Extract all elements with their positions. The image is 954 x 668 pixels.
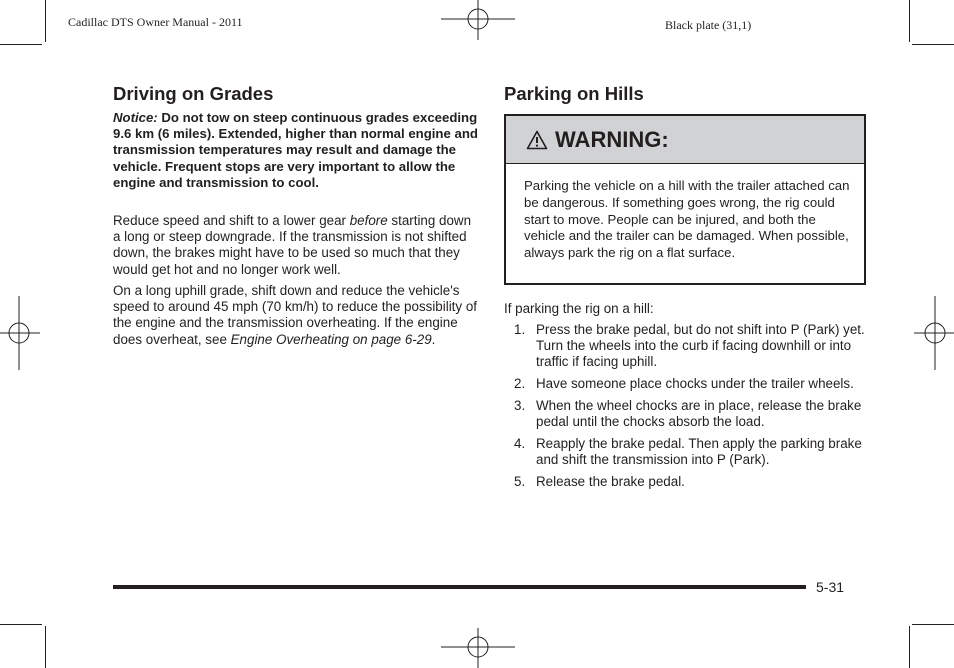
parking-intro: If parking the rig on a hill: (504, 301, 654, 316)
warning-triangle-icon (526, 130, 548, 150)
grades-p2-text-a: On a long uphill grade, shift down and reduce the vehicle's speed to around 45 mph (70 km/h) to reduce the possibility of the engine and the transmission overheating. If the engine does overheat, see (113, 283, 477, 347)
grades-p1-text-b: starting down a long or steep downgrade. If the transmission is not shifted down, the brakes might have to be used so much that they would get hot and no longer work well. (113, 213, 472, 277)
grades-p1-emphasis: before (349, 213, 388, 228)
warning-box (504, 114, 866, 285)
heading-driving-on-grades: Driving on Grades (113, 83, 274, 104)
notice-label: Notice: (113, 110, 158, 125)
engine-overheating-link[interactable]: Engine Overheating on page 6-29 (230, 331, 432, 347)
step-text: Have someone place chocks under the trailer wheels. (536, 376, 854, 392)
grades-paragraph-1 (113, 213, 477, 278)
running-header-title: Cadillac DTS Owner Manual - 2011 (68, 15, 243, 29)
registration-mark-right (914, 296, 954, 370)
step-number: 2. (514, 376, 526, 392)
warning-header (506, 116, 864, 164)
step-text: Release the brake pedal. (536, 473, 685, 489)
parking-steps-list (504, 322, 870, 495)
step-number: 4. (514, 435, 526, 451)
step-number: 1. (514, 322, 526, 337)
footer-rule (113, 585, 806, 589)
list-item (504, 398, 870, 430)
step-number: 5. (514, 473, 526, 489)
step-text: Reapply the brake pedal. Then apply the parking brake and shift the transmission into P (Park). (536, 435, 862, 467)
grades-p2-text-b: . (431, 331, 436, 347)
page-number: 5-31 (816, 579, 845, 595)
grades-p1-text-a: Reduce speed and shift to a lower gear (113, 213, 350, 228)
registration-mark-left (0, 296, 40, 370)
notice-paragraph (113, 110, 481, 191)
registration-mark-top (441, 0, 515, 40)
running-header-plate: Black plate (31,1) (665, 18, 752, 32)
list-item (504, 376, 870, 392)
grades-paragraph-2 (113, 283, 477, 348)
registration-mark-bottom (441, 628, 515, 668)
step-number: 3. (514, 397, 526, 413)
step-text: When the wheel chocks are in place, release the brake pedal until the chocks absorb the load. (536, 397, 862, 430)
step-text: Press the brake pedal, but do not shift into P (Park) yet. Turn the wheels into the curb if facing downhill or into traffic if facing uphill. (536, 322, 865, 370)
warning-text: Parking the vehicle on a hill with the trailer attached can be dangerous. If something goes wrong, the rig could start to move. People can be injured, and both the vehicle and the trailer can be damaged. When possible, always park the rig on a flat surface. (524, 178, 850, 261)
notice-text: Do not tow on steep continuous grades exceeding 9.6 km (6 miles). Extended, higher than normal engine and transmission temperatures may result and damage the vehicle. Frequent stops are very important to allow the engine and transmission to cool. (113, 110, 478, 190)
list-item (504, 322, 870, 371)
warning-title: WARNING: (555, 126, 669, 152)
list-item (504, 474, 870, 490)
heading-parking-on-hills: Parking on Hills (504, 83, 644, 104)
list-item (504, 436, 870, 468)
